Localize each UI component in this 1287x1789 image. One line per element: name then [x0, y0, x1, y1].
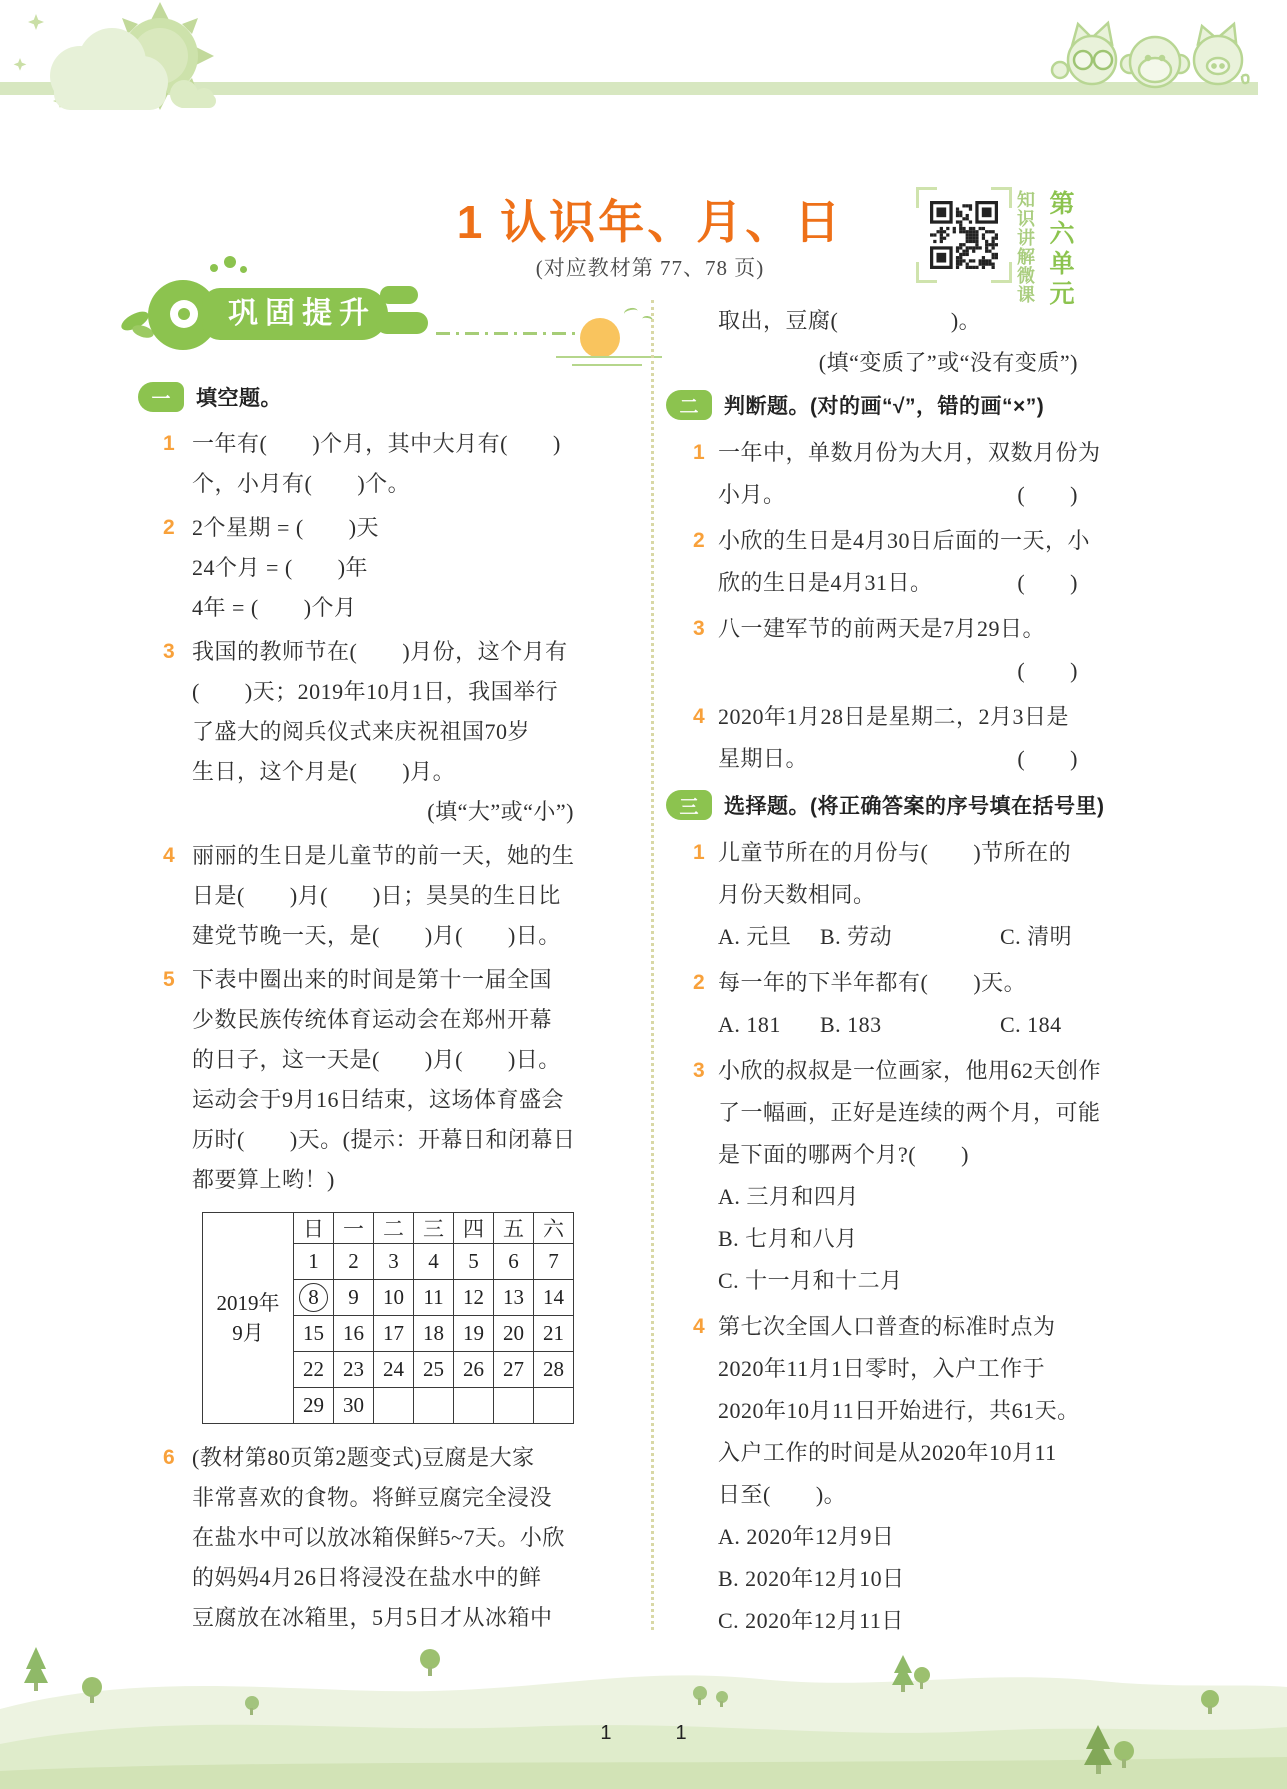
water-drop-icon: [210, 264, 218, 272]
question-number: 1: [693, 441, 705, 464]
choice-option: A. 元旦: [718, 924, 792, 949]
lesson-number: 1: [456, 196, 483, 248]
text-line: A. 2020年12月9日: [718, 1524, 895, 1549]
text-line: 了盛大的阅兵仪式来庆祝祖国70岁: [192, 719, 531, 744]
calendar-date-cell: 7: [534, 1244, 574, 1280]
calendar-date-cell: 30: [334, 1388, 374, 1424]
question-number: 5: [163, 968, 175, 991]
text-line: [718, 474, 1078, 516]
text-line: 2020年10月11日开始进行，共61天。: [718, 1398, 1080, 1423]
text-line: 我国的教师节在( )月份，这个月有: [192, 639, 568, 664]
sunset-icon: [580, 318, 620, 358]
question-number: 4: [163, 844, 175, 867]
calendar-date-cell: 10: [374, 1280, 414, 1316]
horizon-line: [572, 364, 642, 366]
question-number: 1: [693, 841, 705, 864]
question-number: 6: [163, 1446, 175, 1469]
text-line: 日至( )。: [718, 1482, 847, 1507]
section-title: 判断题。(对的画“√”，错的画“×”): [724, 395, 1045, 418]
banner-label: 巩固提升: [228, 297, 376, 330]
text-line: 在盐水中可以放冰箱保鲜5~7天。小欣: [192, 1525, 565, 1550]
text-line: 少数民族传统体育运动会在郑州开幕: [192, 1007, 553, 1032]
section-title: 选择题。(将正确答案的序号填在括号里): [724, 795, 1105, 818]
question-number: 2: [693, 971, 705, 994]
calendar-date-cell: 15: [294, 1316, 334, 1352]
choice-question-list: [666, 832, 1102, 1642]
text-line: 豆腐放在冰箱里，5月5日才从冰箱中: [192, 1605, 553, 1630]
question: [693, 832, 1078, 958]
calendar-day-header: 日: [294, 1213, 334, 1244]
page-number: 1: [600, 1722, 612, 1744]
squiggle-icon: [623, 307, 639, 319]
text-line: 个，小月有( )个。: [192, 471, 411, 496]
text-line: 2020年11月1日零时，入户工作于: [718, 1356, 1046, 1381]
question: [163, 960, 574, 1200]
question: [693, 1050, 1102, 1302]
question-number: 4: [693, 705, 705, 728]
circled-date: 8: [299, 1283, 328, 1312]
question-number: 4: [693, 1315, 705, 1338]
calendar-date-cell: 27: [494, 1352, 534, 1388]
text-line: [718, 916, 1078, 958]
calendar-date-cell: 1: [294, 1244, 334, 1280]
calendar-date-cell: 20: [494, 1316, 534, 1352]
text-line: 一年有( )个月，其中大月有( ): [192, 431, 561, 456]
calendar-date-cell: [534, 1388, 574, 1424]
text-line: A. 三月和四月: [718, 1184, 859, 1209]
lesson-title: 认识年、月、日: [500, 196, 844, 248]
text-line: [718, 650, 1078, 692]
calendar-date-cell: 29: [294, 1388, 334, 1424]
calendar-date-cell: [494, 1388, 534, 1424]
text-line: (填“大”或“小”): [427, 799, 574, 824]
page-number-row: [0, 1722, 1287, 1745]
whale-eye-icon: [178, 308, 190, 320]
calendar-table: [202, 1212, 574, 1424]
section-number-badge: 三: [666, 790, 712, 820]
text-line: 生日，这个月是( )月。: [192, 759, 456, 784]
section-title: 填空题。: [196, 387, 282, 410]
question: [693, 608, 1078, 692]
question: [693, 520, 1091, 604]
text-line: 儿童节所在的月份与( )节所在的: [718, 840, 1072, 865]
question: [693, 432, 1101, 516]
calendar-slot: [138, 1212, 574, 1424]
section-header-choice: [666, 784, 1105, 826]
choice-option: B. 183: [820, 1012, 882, 1037]
text-line: B. 七月和八月: [718, 1226, 858, 1251]
calendar-date-cell: 26: [454, 1352, 494, 1388]
text-line: 2个星期 = ( )天: [192, 515, 380, 540]
text-line: 4年 = ( )个月: [192, 595, 357, 620]
calendar-date-cell: 5: [454, 1244, 494, 1280]
text-line: 小欣的生日是4月30日后面的一天，小: [718, 528, 1091, 553]
text-line: 月份天数相同。: [718, 882, 876, 907]
calendar-date-cell: 9: [334, 1280, 374, 1316]
calendar-date-cell: 22: [294, 1352, 334, 1388]
calendar-day-header: 五: [494, 1213, 534, 1244]
question-number: 3: [693, 617, 705, 640]
question-number: 1: [163, 432, 175, 455]
left-column: [138, 376, 574, 1642]
text-line: 第七次全国人口普查的标准时点为: [718, 1314, 1056, 1339]
sun-cloud-icon: [8, 2, 248, 120]
text-line: (教材第80页第2题变式)豆腐是大家: [192, 1445, 535, 1470]
unit-label: 第六单元: [1046, 190, 1074, 310]
text-line: [718, 738, 1078, 780]
calendar-date-cell: 4: [414, 1244, 454, 1280]
calendar-date-cell: 3: [374, 1244, 414, 1280]
question: [693, 1306, 1078, 1642]
calendar-date-cell: 12: [454, 1280, 494, 1316]
judge-question-list: [666, 432, 1101, 780]
calendar-date-cell: 23: [334, 1352, 374, 1388]
text-line: 日是( )月( )日；昊昊的生日比: [192, 883, 561, 908]
section-banner: [118, 256, 678, 378]
calendar-date-cell: [294, 1280, 334, 1316]
text-line: 每一年的下半年都有( )天。: [718, 970, 1027, 995]
calendar-date-cell: 16: [334, 1316, 374, 1352]
fill-question-list: [138, 424, 574, 1200]
section-header-fill-in: [138, 376, 574, 418]
calendar-date-cell: 6: [494, 1244, 534, 1280]
footer-hills: [0, 1639, 1287, 1789]
page-number: 1: [675, 1722, 687, 1744]
text-line: 运动会于9月16日结束，这场体育盛会: [192, 1087, 565, 1112]
calendar-date-cell: 17: [374, 1316, 414, 1352]
calendar-day-header: 六: [534, 1213, 574, 1244]
calendar-date-cell: 11: [414, 1280, 454, 1316]
calendar-date-cell: 28: [534, 1352, 574, 1388]
text-line: C. 十一月和十二月: [718, 1268, 903, 1293]
answer-parens: ( ): [1017, 482, 1078, 507]
answer-parens: ( ): [1017, 658, 1078, 683]
text-line: 了一幅画，正好是连续的两个月，可能: [718, 1100, 1101, 1125]
calendar-day-header: 二: [374, 1213, 414, 1244]
calendar-day-header: 一: [334, 1213, 374, 1244]
text-line: 欣的生日是4月31日。: [718, 570, 933, 595]
question: [163, 632, 574, 832]
calendar-date-cell: [414, 1388, 454, 1424]
text-line: [718, 1004, 1078, 1046]
calendar-date-cell: 2: [334, 1244, 374, 1280]
question-number: 3: [693, 1059, 705, 1082]
calendar-date-cell: 21: [534, 1316, 574, 1352]
animal-mascots-icon: [1050, 18, 1260, 94]
calendar-date-cell: 19: [454, 1316, 494, 1352]
text-line: 入户工作的时间是从2020年10月11: [718, 1440, 1057, 1465]
text-line: 八一建军节的前两天是7月29日。: [718, 616, 1046, 641]
calendar-day-header: 四: [454, 1213, 494, 1244]
text-line: 的妈妈4月26日将浸没在盐水中的鲜: [192, 1565, 542, 1590]
text-line: 下表中圈出来的时间是第十一届全国: [192, 967, 553, 992]
text-line: 2020年1月28日是星期二，2月3日是: [718, 704, 1070, 729]
answer-parens: ( ): [1017, 746, 1078, 771]
fill-question-6-slot: [138, 1438, 574, 1638]
text-line: 非常喜欢的食物。将鲜豆腐完全浸没: [192, 1485, 553, 1510]
section-header-judge: [666, 384, 1078, 426]
text-line: 都要算上哟！): [192, 1167, 335, 1192]
column-divider: [651, 300, 654, 1630]
right-column: [666, 300, 1105, 1646]
text-line: 历时( )天。(提示：开幕日和闭幕日: [192, 1127, 576, 1152]
choice-option: C. 184: [1000, 1012, 1062, 1037]
calendar-date-cell: 18: [414, 1316, 454, 1352]
text-line: 星期日。: [718, 746, 809, 771]
calendar-date-cell: 13: [494, 1280, 534, 1316]
choice-option: A. 181: [718, 1012, 781, 1037]
calendar-date-cell: 14: [534, 1280, 574, 1316]
calendar-date-cell: 25: [414, 1352, 454, 1388]
text-line: C. 2020年12月11日: [718, 1608, 904, 1633]
question: [163, 508, 574, 628]
text-line: 取出，豆腐( )。: [718, 308, 982, 333]
horizon-line: [556, 356, 662, 358]
answer-parens: ( ): [1017, 570, 1078, 595]
calendar-date-cell: [374, 1388, 414, 1424]
whale-icon: [376, 312, 428, 334]
text-line: 丽丽的生日是儿童节的前一天，她的生: [192, 843, 575, 868]
question: [693, 696, 1078, 780]
question-6-continuation: [718, 300, 1078, 384]
calendar-day-header: 三: [414, 1213, 454, 1244]
question-number: 2: [693, 529, 705, 552]
question: [163, 1438, 574, 1638]
text-line: ( )天；2019年10月1日，我国举行: [192, 679, 559, 704]
choice-option: B. 劳动: [820, 924, 893, 949]
calendar-date-cell: 24: [374, 1352, 414, 1388]
text-line: [718, 562, 1078, 604]
question: [693, 962, 1078, 1046]
question: [163, 424, 574, 504]
question: [163, 836, 574, 956]
calendar-caption: 2019年 9月: [203, 1213, 294, 1424]
section-number-badge: 二: [666, 390, 712, 420]
text-line: 的日子，这一天是( )月( )日。: [192, 1047, 561, 1072]
calendar-date-cell: [454, 1388, 494, 1424]
water-drop-icon: [224, 256, 236, 268]
question-number: 2: [163, 516, 175, 539]
dash-divider: [436, 332, 578, 335]
text-line: 小欣的叔叔是一位画家，他用62天创作: [718, 1058, 1102, 1083]
text-line: 建党节晚一天，是( )月( )日。: [192, 923, 561, 948]
text-line: 小月。: [718, 482, 786, 507]
choice-option: C. 清明: [1000, 924, 1073, 949]
whale-icon: [380, 286, 418, 304]
qr-code: [920, 191, 1008, 279]
text-line: 一年中，单数月份为大月，双数月份为: [718, 440, 1101, 465]
page-subtitle: (对应教材第 77、78 页): [535, 256, 765, 280]
microlesson-label: 知识讲解微课: [1015, 190, 1035, 304]
text-line: 24个月 = ( )年: [192, 555, 369, 580]
question-number: 3: [163, 640, 175, 663]
page-title: [320, 196, 980, 248]
text-line: (填“变质了”或“没有变质”): [818, 350, 1078, 375]
water-drop-icon: [240, 266, 247, 273]
text-line: B. 2020年12月10日: [718, 1566, 905, 1591]
text-line: 是下面的哪两个月?( ): [718, 1142, 969, 1167]
section-number-badge: 一: [138, 382, 184, 412]
